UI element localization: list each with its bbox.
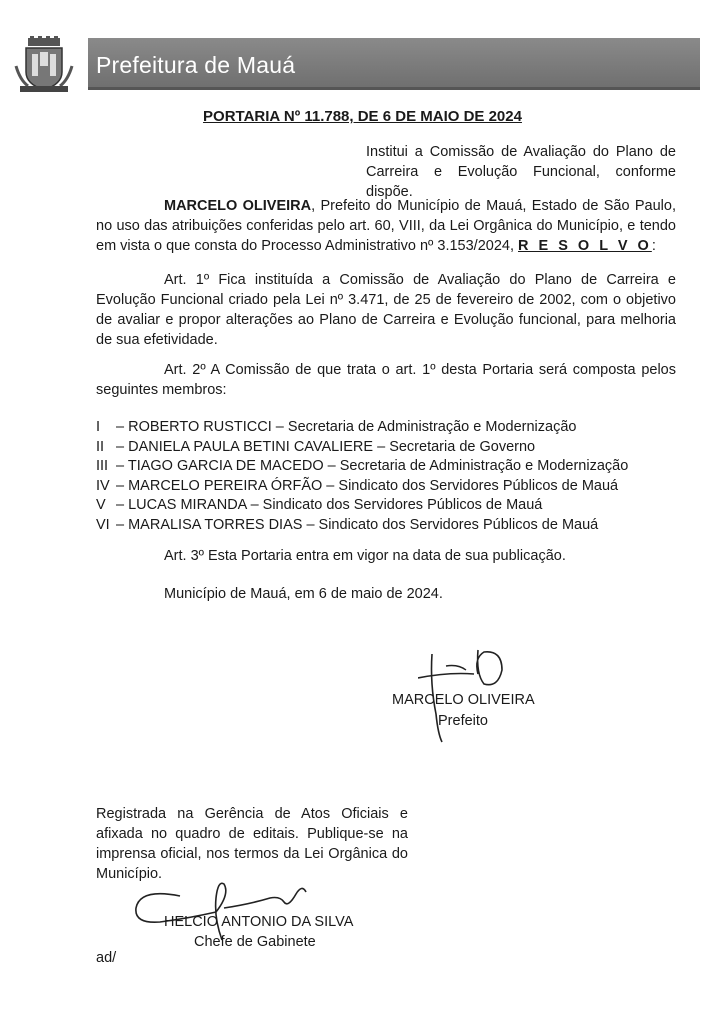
- article-2: Art. 2º A Comissão de que trata o art. 1º desta Portaria será composta pelos seguintes membros:: [96, 362, 676, 398]
- member-roman-numeral: I: [96, 419, 101, 435]
- preamble-colon: :: [651, 238, 656, 254]
- article-3: Art. 3º Esta Portaria entra em vigor na data de sua publicação.: [164, 548, 566, 564]
- member-name: DANIELA PAULA BETINI CAVALIERE: [128, 438, 374, 455]
- member-roman-numeral: V: [96, 497, 106, 513]
- signer1-role: Prefeito: [438, 713, 488, 729]
- member-dash: –: [116, 458, 128, 474]
- member-row: [96, 438, 676, 458]
- member-row: [96, 457, 676, 477]
- member-name: MARCELO PEREIRA ÓRFÃO: [128, 477, 323, 494]
- member-dash: –: [116, 497, 129, 513]
- signer1-name: MARCELO OLIVEIRA: [392, 692, 535, 708]
- member-dash: –: [116, 516, 129, 533]
- member-row: [96, 477, 676, 497]
- resolvo: R E S O L V O: [518, 238, 652, 254]
- member-roman-numeral: II: [96, 438, 105, 455]
- member-name: TIAGO GARCIA DE MACEDO: [127, 458, 324, 474]
- member-organization: – Secretaria de Administração e Modernização: [323, 458, 629, 474]
- member-name: MARALISA TORRES DIAS: [128, 516, 303, 533]
- member-roman-numeral: VI: [96, 516, 110, 533]
- member-row: [96, 418, 676, 438]
- header-title: Prefeitura de Mauá: [96, 52, 296, 78]
- header-banner: [88, 38, 700, 90]
- member-row: [96, 496, 676, 516]
- member-dash: –: [116, 419, 129, 435]
- registration-note: Registrada na Gerência de Atos Oficiais e afixada no quadro de editais. Publique-se na imprensa oficial, nos termos da Lei Orgânica do Município.: [96, 806, 408, 882]
- ementa: Institui a Comissão de Avaliação do Plano de Carreira e Evolução Funcional, conforme dispõe.: [366, 144, 676, 200]
- coat-of-arms-logo: [14, 36, 74, 94]
- member-name: LUCAS MIRANDA: [128, 497, 247, 513]
- member-dash: –: [116, 438, 129, 455]
- signer2-role: Chefe de Gabinete: [194, 934, 316, 950]
- member-organization: – Sindicato dos Servidores Públicos de Mauá: [302, 516, 599, 533]
- member-organization: – Secretaria de Governo: [373, 438, 536, 455]
- member-row: [96, 516, 676, 536]
- members-list: [96, 418, 676, 535]
- signer2-name: HELCIO ANTONIO DA SILVA: [164, 914, 354, 930]
- member-roman-numeral: IV: [96, 477, 110, 494]
- date-line: Município de Mauá, em 6 de maio de 2024.: [164, 586, 443, 602]
- article-1: Art. 1º Fica instituída a Comissão de Avaliação do Plano de Carreira e Evolução Funcional criado pela Lei nº 3.471, de 25 de fevereiro de 2002, com o objetivo de avaliar e propor alterações ao Plano de Carreira e Evolução funcional, para melhoria de sua efetividade.: [96, 272, 676, 348]
- member-organization: – Sindicato dos Servidores Públicos de Mauá: [246, 497, 543, 513]
- preamble-name: MARCELO OLIVEIRA: [164, 198, 312, 214]
- typist-initials: ad/: [96, 950, 117, 966]
- member-organization: – Secretaria de Administração e Modernização: [271, 419, 577, 435]
- preamble-text: , Prefeito do Município de Mauá, Estado de São Paulo, no uso das atribuições conferidas pelo art. 60, VIII, da Lei Orgânica do Município, e tendo em vista o que consta do Processo Administrativo nº 3.153/2024,: [96, 198, 676, 254]
- preamble: [96, 196, 676, 256]
- member-dash: –: [116, 477, 129, 494]
- member-name: ROBERTO RUSTICCI: [128, 419, 272, 435]
- document-title: PORTARIA Nº 11.788, DE 6 DE MAIO DE 2024: [203, 108, 522, 125]
- member-roman-numeral: III: [96, 458, 109, 474]
- member-organization: – Sindicato dos Servidores Públicos de Mauá: [322, 477, 619, 494]
